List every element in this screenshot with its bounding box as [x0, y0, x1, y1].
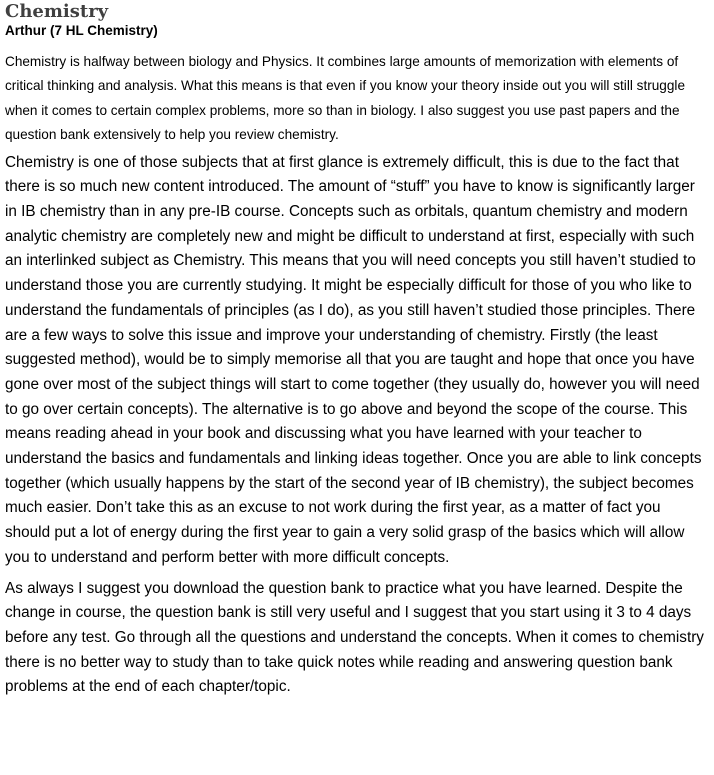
intro-paragraph: Chemistry is halfway between biology and Physics. It combines large amounts of memorization with elements of critical thinking and analysis. What this means is that even if you know your theory inside out you will still struggle when it comes to certain complex problems, more so than in biology. I also suggest you use past papers and the question bank extensively to help you review chemistry. — [5, 54, 686, 143]
author-line: Arthur (7 HL Chemistry) — [5, 23, 158, 38]
document-title: Chemistry — [5, 1, 109, 22]
body-paragraph-2: As always I suggest you download the question bank to practice what you have learned. Despite the change in course, the question bank is still very useful and I suggest that you start using it 3 to 4 days before any test. Go through all the questions and understand the concepts. When it comes to chemistry there is no better way to study than to take quick notes while reading and answering question bank problems at the end of each chapter/topic. — [5, 579, 704, 696]
body-paragraph-1: Chemistry is one of those subjects that at first glance is extremely difficult, this is due to the fact that there is so much new content introduced. The amount of “stuff” you have to know is significantly larger in IB chemistry than in any pre-IB course. Concepts such as orbitals, quantum chemistry and modern analytic chemistry are completely new and might be difficult to understand at first, especially with such an interlinked subject as Chemistry. This means that you will need concepts you still haven’t studied to understand those you are currently studying. It might be especially difficult for those of you who like to understand the fundamentals of principles (as I do), as you still haven’t studied those principles. There are a few ways to solve this issue and improve your understanding of chemistry. Firstly (the least suggested method), would be to simply memorise all that you are taught and hope that once you have gone over most of the subject things will start to come together (they usually do, however you will need to go over certain concepts). The alternative is to go above and beyond the scope of the course. This means reading ahead in your book and discussing what you have learned with your teacher to understand the basics and fundamentals and linking ideas together. Once you are able to link concepts together (which usually happens by the start of the second year of IB chemistry), the subject becomes much easier. Don’t take this as an excuse to not work during the first year, as a matter of fact you should put a lot of energy during the first year to gain a very solid grasp of the basics which will allow you to understand and perform better with more difficult concepts. — [5, 153, 702, 566]
document-page — [5, 2, 709, 706]
